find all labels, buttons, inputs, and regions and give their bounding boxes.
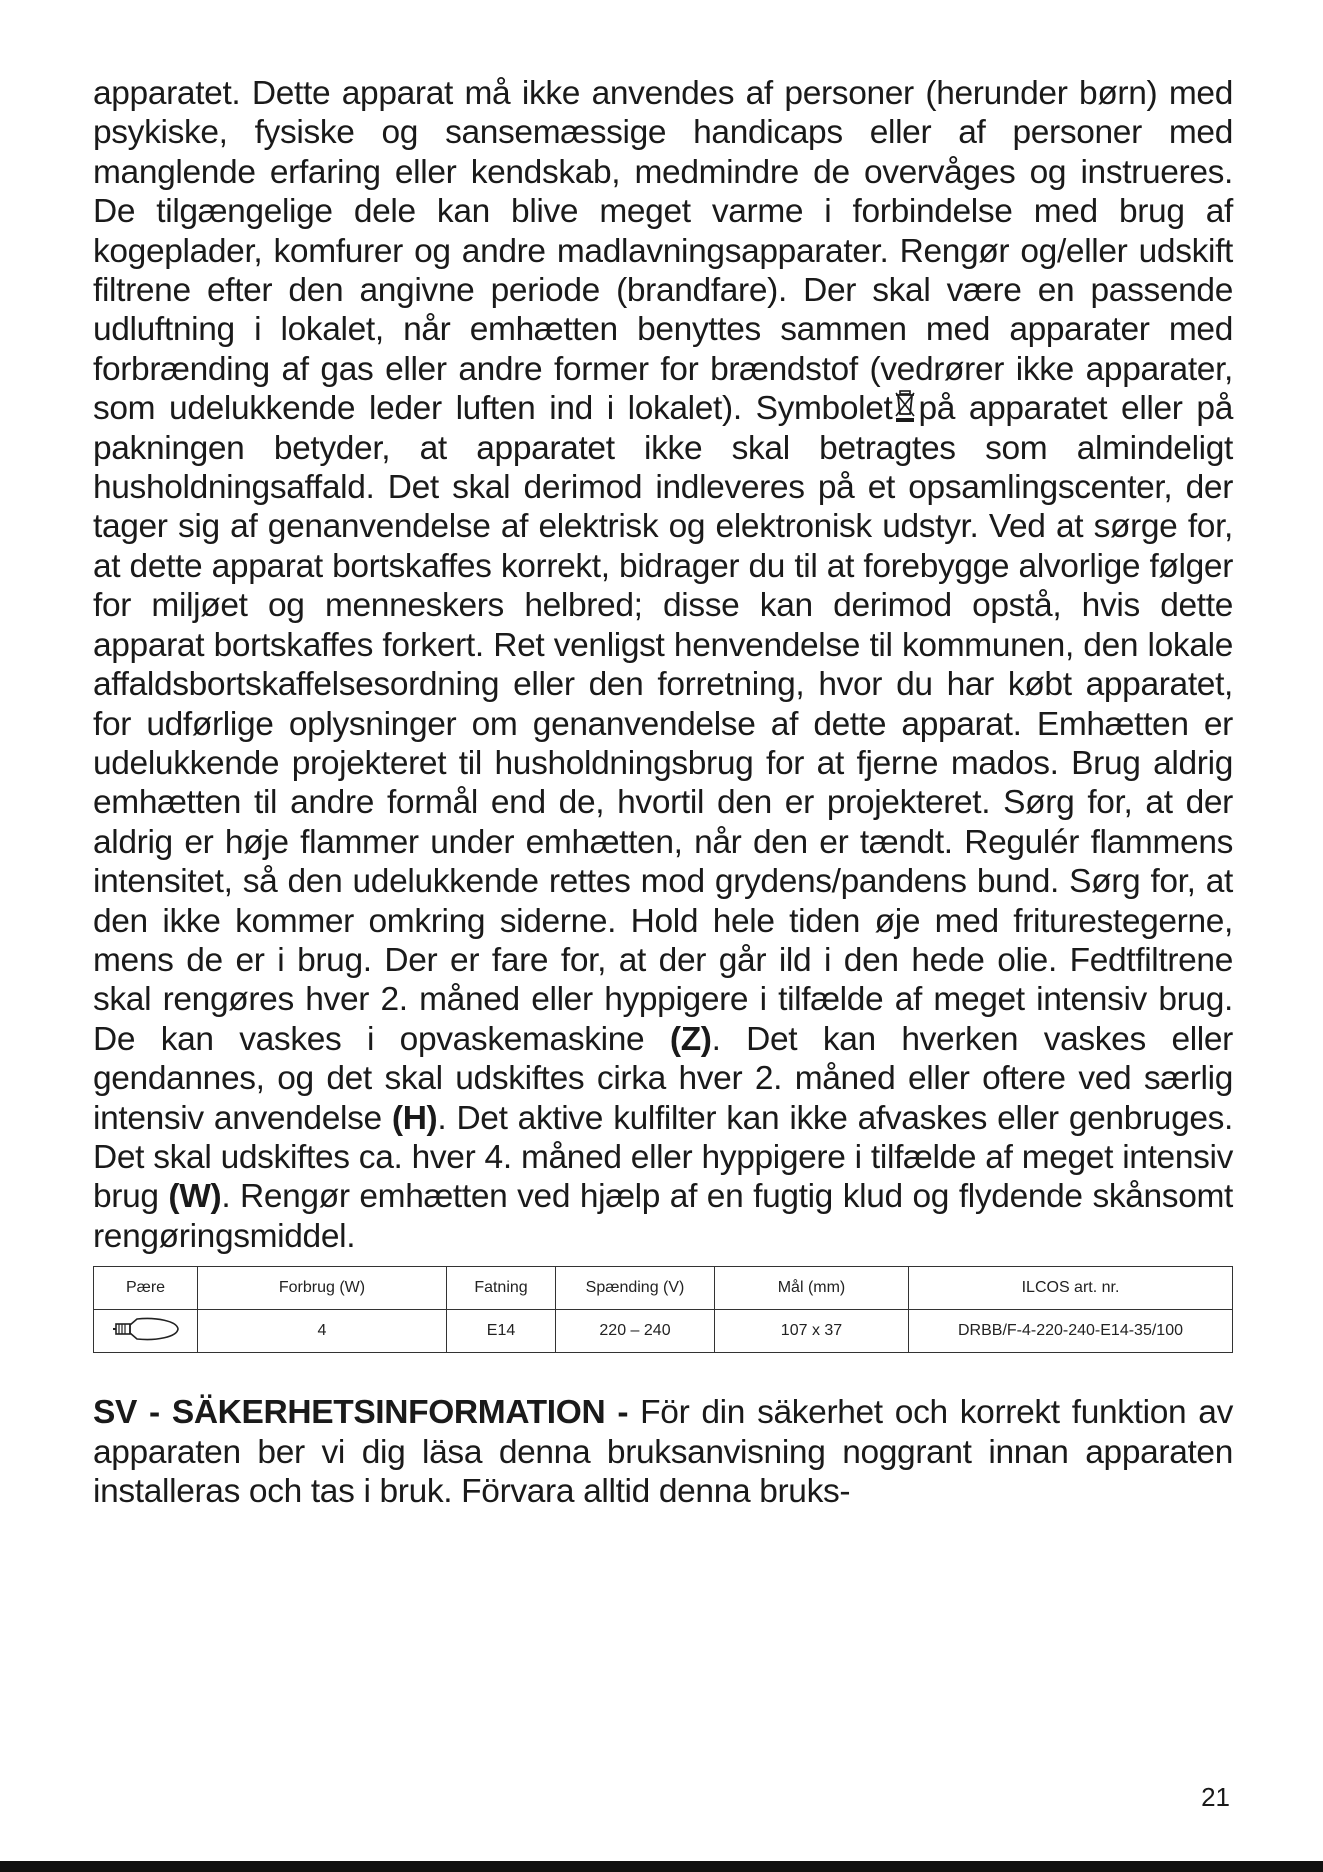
filter-ref-z: (Z) <box>669 1020 712 1058</box>
cell-ilcos: DRBB/F-4-220-240-E14-35/100 <box>909 1310 1233 1353</box>
page-number: 21 <box>1201 1782 1230 1812</box>
paragraph-text-part3: . Det kan hverken vaskes eller gendannes, og det skal udskiftes cirka hver 2. måned eller oftere ved særlig intensiv anvendelse <box>93 1020 1233 1137</box>
bulb-icon <box>111 1316 181 1342</box>
table-row <box>94 1310 1233 1353</box>
header-size: Mål (mm) <box>715 1267 909 1310</box>
header-ilcos: ILCOS art. nr. <box>909 1267 1233 1310</box>
cell-size: 107 x 37 <box>715 1310 909 1353</box>
filter-ref-h: (H) <box>391 1099 438 1137</box>
paragraph-text-part2: på apparatet eller på pakningen betyder, at apparatet ikke skal betragtes som almindeligt husholdningsaffald. Det skal derimod indleveres på et opsamlingscenter, der tager sig af genanvendelse af elektrisk og elektronisk udstyr. Ved at sørge for, at dette apparat bortskaffes korrekt, bidrager du til at forebygge alvorlige følger for miljøet og menneskers helbred; disse kan derimod opstå, hvis dette apparat bortskaffes forkert. Ret venligst henvendelse til kommunen, den lokale affaldsbortskaffelsesordning eller den forretning, hvor du har købt apparatet, for udførlige oplysninger om genanvendelse af dette apparat. Emhætten er udelukkende projekteret til husholdningsbrug for at fjerne mados. Brug aldrig emhætten til andre formål end de, hvortil den er projekteret. Sørg for, at der aldrig er høje flammer under emhætten, når den er tændt. Regulér flammens intensitet, så den udelukkende rettes mod grydens/pandens bund. Sørg for, at den ikke kommer omkring siderne. Hold hele tiden øje med friturestegerne, mens de er i brug. Der er fare for, at der går ild i den hede olie. Fedtfiltrene skal rengøres hver 2. måned eller hyppigere i tilfælde af meget intensiv brug. De kan vaskes i opvaskemaskine <box>93 390 1233 1058</box>
cell-socket: E14 <box>447 1310 556 1353</box>
swedish-safety-paragraph <box>93 1393 1233 1511</box>
cell-voltage: 220 – 240 <box>556 1310 715 1353</box>
section-heading-sv: SV - SÄKERHETSINFORMATION - <box>93 1394 629 1432</box>
bulb-spec-table <box>93 1266 1233 1353</box>
header-power: Forbrug (W) <box>198 1267 447 1310</box>
header-voltage: Spænding (V) <box>556 1267 715 1310</box>
header-bulb: Pære <box>94 1267 198 1310</box>
swedish-paragraph-text: För din säkerhet och korrekt funktion av apparaten ber vi dig läsa denna bruksanvisning noggrant innan apparaten installeras och tas i bruk. Förvara alltid denna bruks- <box>93 1394 1233 1510</box>
crossed-out-bin-icon <box>894 389 916 423</box>
table-header-row <box>94 1267 1233 1310</box>
cell-power: 4 <box>198 1310 447 1353</box>
paragraph-text-part4: . Det aktive kulfilter kan ikke afvaskes eller genbruges. Det skal udskiftes ca. hver 4. måned eller hyppigere i tilfælde af meget intensiv brug <box>93 1099 1233 1216</box>
filter-ref-w: (W) <box>168 1178 222 1216</box>
page-content <box>93 74 1233 1511</box>
paragraph-text-part1: apparatet. Dette apparat må ikke anvendes af personer (herunder børn) med psykiske, fysiske og sansemæssige handicaps eller af personer med manglende erfaring eller kendskab, medmindre de overvåges og instrueres. De tilgængelige dele kan blive meget varme i forbindelse med brug af kogeplader, komfurer og andre madlavningsapparater. Rengør og/eller udskift filtrene efter den angivne periode (brandfare). Der skal være en passende udluftning i lokalet, når emhætten benyttes sammen med apparater med forbrænding af gas eller andre former for brændstof (vedrører ikke apparater, som udelukkende leder luften ind i lokalet). Symbolet <box>93 75 1233 428</box>
bottom-divider <box>0 1861 1323 1872</box>
danish-safety-paragraph <box>93 74 1233 1256</box>
header-socket: Fatning <box>447 1267 556 1310</box>
cell-bulb <box>94 1310 198 1353</box>
paragraph-text-part5: . Rengør emhætten ved hjælp af en fugtig klud og flydende skånsomt rengøringsmiddel. <box>93 1178 1234 1255</box>
